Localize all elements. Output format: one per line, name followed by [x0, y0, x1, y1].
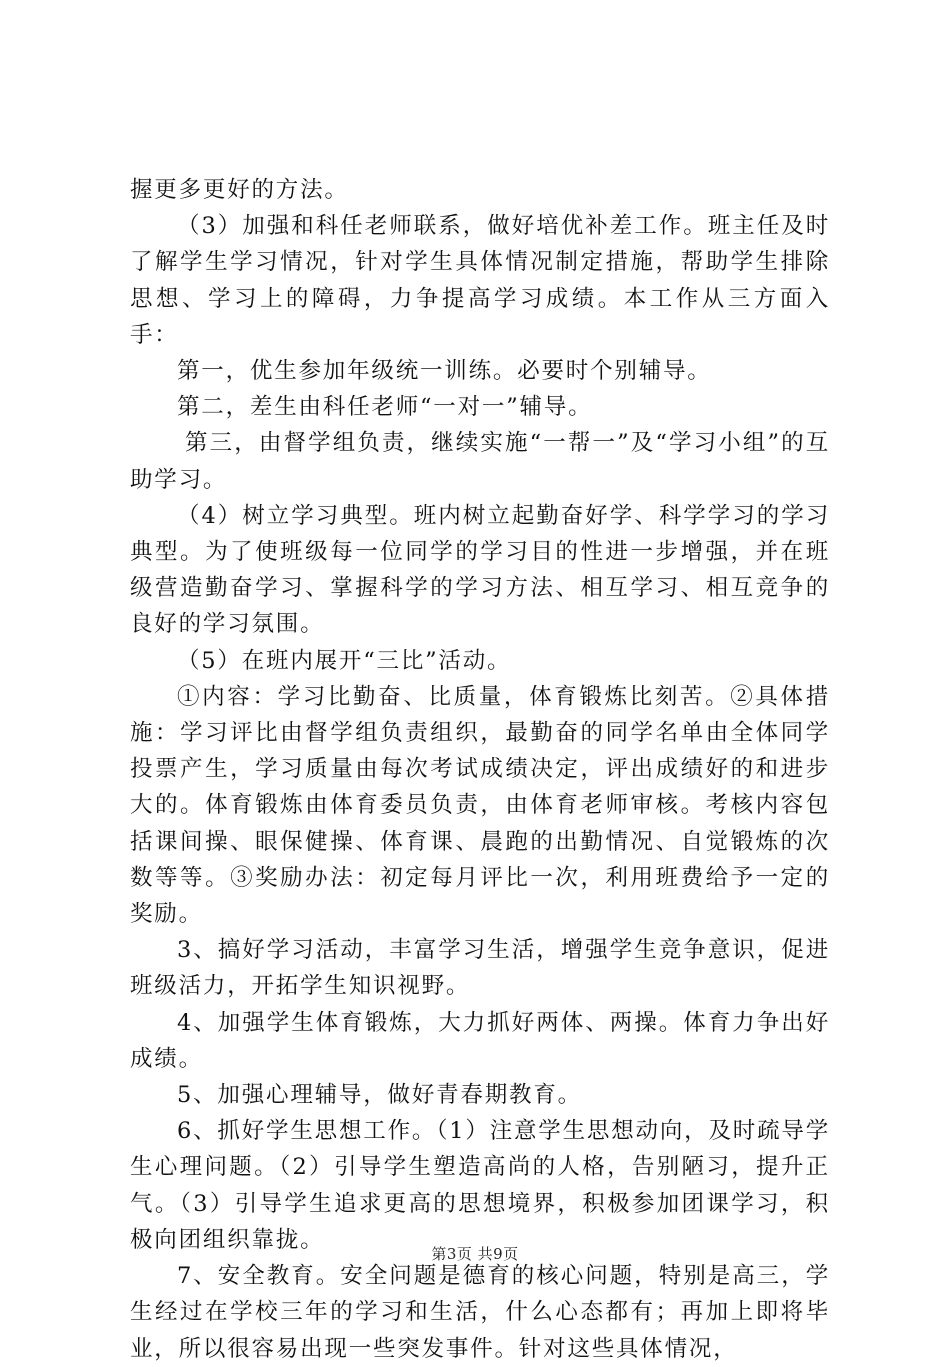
paragraph-first-point: 第一，优生参加年级统一训练。必要时个别辅导。	[177, 358, 712, 385]
paragraph-item-4: （4）树立学习典型。班内树立起勤奋好学、科学学习的学习典型。为了使班级每一位同学的学习目的性进一步增强，并在班级营造勤奋学习、掌握科学的学习方法、相互学习、相互竞争的良好的学习氛围。	[130, 502, 830, 638]
paragraph-second-point: 第二，差生由科任老师“一对一”辅导。	[177, 394, 593, 421]
paragraph-section-4: 4、加强学生体育锻炼，大力抓好两体、两操。体育力争出好成绩。	[130, 1009, 830, 1072]
paragraph-continuation: 握更多更好的方法。	[130, 177, 349, 203]
paragraph-section-5: 5、加强心理辅导，做好青春期教育。	[177, 1082, 582, 1109]
paragraph-section-6: 6、抓好学生思想工作。（1）注意学生思想动向，及时疏导学生心理问题。（2）引导学生塑造高尚的人格，告别陋习，提升正气。（3）引导学生追求更高的思想境界，积极参加团课学习，积极向团组织靠拢。	[130, 1118, 830, 1253]
paragraph-item-3: （3）加强和科任老师联系，做好培优补差工作。班主任及时了解学生学习情况，针对学生具体情况制定措施，帮助学生排除思想、学习上的障碍，力争提高学习成绩。本工作从三方面入手：	[130, 213, 830, 348]
page-number-footer: 第3页 共9页	[431, 1245, 519, 1263]
document-body	[130, 172, 830, 1367]
paragraph-third-point: 第三，由督学组负责，继续实施“一帮一”及“学习小组”的互助学习。	[130, 430, 830, 493]
paragraph-three-comparisons: ①内容：学习比勤奋、比质量，体育锻炼比刻苦。②具体措施：学习评比由督学组负责组织，最勤奋的同学名单由全体同学投票产生，学习质量由每次考试成绩决定，评出成绩好的和进步大的。体育锻炼由体育委员负责，由体育老师审核。考核内容包括课间操、眼保健操、体育课、晨跑的出勤情况、自觉锻炼的次数等等。③奖励办法：初定每月评比一次，利用班费给予一定的奖励。	[130, 683, 830, 928]
paragraph-section-3: 3、搞好学习活动，丰富学习生活，增强学生竞争意识，促进班级活力，开拓学生知识视野。	[130, 937, 830, 1000]
paragraph-section-7: 7、安全教育。安全问题是德育的核心问题，特别是高三，学生经过在学校三年的学习和生活，什么心态都有；再加上即将毕业，所以很容易出现一些突发事件。针对这些具体情况，	[130, 1263, 830, 1362]
paragraph-item-5: （5）在班内展开“三比”活动。	[177, 647, 512, 674]
